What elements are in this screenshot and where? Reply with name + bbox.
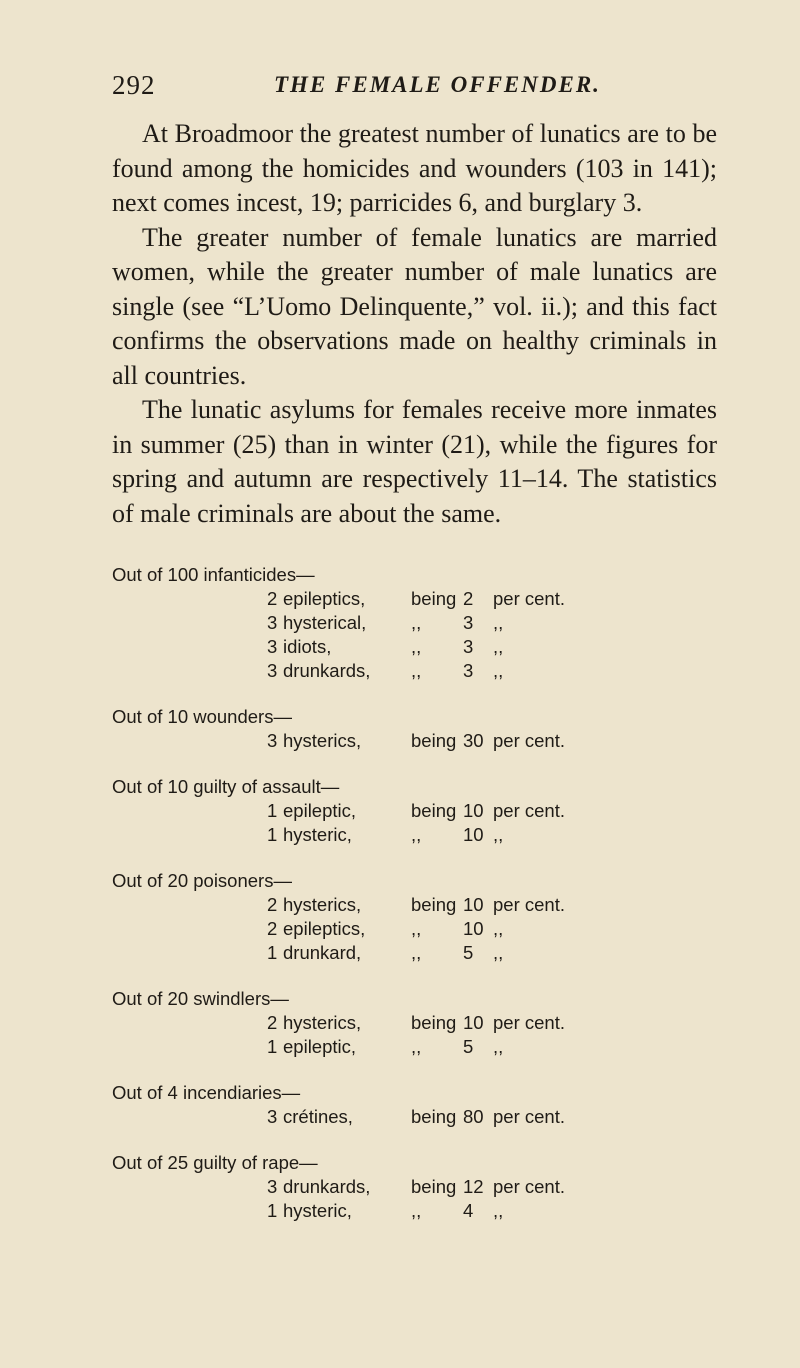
statistic-row [267, 1011, 712, 1035]
paragraph-broadmoor: At Broadmoor the greatest number of lunatics are to be found among the homicides and wounders (103 in 141); next comes incest, 19; parricides 6, and burglary 3. [112, 119, 717, 217]
row-label: idiots, [283, 636, 332, 657]
row-label: hysterics, [283, 730, 362, 751]
paragraph-asylums: The lunatic asylums for females receive more inmates in summer (25) than in winter (21), while the figures for spring and autumn are respectively 11–14. The statistics of male criminals are about the same. [112, 395, 717, 528]
row-unit: per cent. [493, 1106, 565, 1127]
statistic-row [267, 1105, 712, 1129]
row-percentage: 2 [463, 588, 474, 609]
row-being: being [411, 894, 457, 915]
row-being: being [411, 1012, 457, 1033]
row-label: crétines, [283, 1106, 353, 1127]
row-percentage: 12 [463, 1176, 484, 1197]
row-count: 2 [267, 588, 278, 609]
row-label: hysterics, [283, 894, 362, 915]
statistic-row [267, 635, 712, 659]
row-being: being [411, 588, 457, 609]
row-percentage: 3 [463, 636, 474, 657]
row-percentage: 3 [463, 660, 474, 681]
row-count: 3 [267, 612, 278, 633]
row-count: 3 [267, 730, 278, 751]
row-unit: per cent. [493, 1012, 565, 1033]
statistic-group [112, 1151, 712, 1223]
statistics-list [112, 563, 712, 1245]
statistic-row [267, 941, 712, 965]
row-count: 1 [267, 942, 278, 963]
statistic-group [112, 705, 712, 753]
group-heading: Out of 4 incendiaries— [112, 1082, 301, 1103]
row-count: 1 [267, 1200, 278, 1221]
row-count: 3 [267, 660, 278, 681]
row-percentage: 10 [463, 824, 484, 845]
row-count: 1 [267, 1036, 278, 1057]
row-unit: ,, [493, 660, 504, 681]
row-unit: ,, [493, 1200, 504, 1221]
row-being: ,, [411, 918, 422, 939]
row-count: 3 [267, 1106, 278, 1127]
statistic-row [267, 823, 712, 847]
row-label: drunkard, [283, 942, 362, 963]
row-label: hysterics, [283, 1012, 362, 1033]
row-label: drunkards, [283, 1176, 371, 1197]
statistic-group [112, 775, 712, 847]
row-label: hysterical, [283, 612, 367, 633]
row-count: 2 [267, 894, 278, 915]
row-unit: per cent. [493, 588, 565, 609]
row-count: 1 [267, 824, 278, 845]
row-being: ,, [411, 636, 422, 657]
statistic-group [112, 563, 712, 683]
row-unit: per cent. [493, 1176, 565, 1197]
group-heading: Out of 25 guilty of rape— [112, 1152, 318, 1173]
row-percentage: 10 [463, 894, 484, 915]
row-unit: per cent. [493, 730, 565, 751]
row-percentage: 3 [463, 612, 474, 633]
row-unit: ,, [493, 636, 504, 657]
row-label: epileptic, [283, 800, 357, 821]
row-unit: ,, [493, 918, 504, 939]
group-heading: Out of 10 wounders— [112, 706, 292, 727]
row-being: ,, [411, 612, 422, 633]
row-unit: ,, [493, 942, 504, 963]
row-being: ,, [411, 942, 422, 963]
row-count: 3 [267, 1176, 278, 1197]
statistic-row [267, 659, 712, 683]
row-unit: per cent. [493, 894, 565, 915]
row-count: 2 [267, 918, 278, 939]
row-being: ,, [411, 1200, 422, 1221]
row-percentage: 10 [463, 918, 484, 939]
row-being: being [411, 1106, 457, 1127]
statistic-group [112, 1081, 712, 1129]
group-heading: Out of 20 swindlers— [112, 988, 289, 1009]
row-count: 1 [267, 800, 278, 821]
row-unit: per cent. [493, 800, 565, 821]
body-text [112, 117, 717, 531]
statistic-row [267, 611, 712, 635]
statistic-group [112, 869, 712, 965]
group-rows [267, 799, 712, 847]
statistic-row [267, 917, 712, 941]
row-label: hysteric, [283, 1200, 352, 1221]
row-label: epileptic, [283, 1036, 357, 1057]
row-being: being [411, 1176, 457, 1197]
statistic-row [267, 1035, 712, 1059]
row-percentage: 10 [463, 1012, 484, 1033]
group-rows [267, 1105, 712, 1129]
statistic-row [267, 893, 712, 917]
row-unit: ,, [493, 612, 504, 633]
statistic-row [267, 587, 712, 611]
row-label: epileptics, [283, 918, 366, 939]
row-unit: ,, [493, 824, 504, 845]
row-percentage: 4 [463, 1200, 474, 1221]
row-unit: ,, [493, 1036, 504, 1057]
group-rows [267, 587, 712, 683]
page-number: 292 [112, 70, 156, 100]
group-rows [267, 729, 712, 753]
row-being: being [411, 730, 457, 751]
row-label: epileptics, [283, 588, 366, 609]
group-rows [267, 893, 712, 965]
group-heading: Out of 10 guilty of assault— [112, 776, 340, 797]
row-label: drunkards, [283, 660, 371, 681]
row-percentage: 5 [463, 1036, 474, 1057]
row-percentage: 80 [463, 1106, 484, 1127]
paragraph-married-women: The greater number of female lunatics are married women, while the greater number of male lunatics are single (see “L’Uomo Delinquente,” vol. ii.); and this fact confirms the observations made on healthy criminals in all countries. [112, 222, 717, 390]
statistic-row [267, 1175, 712, 1199]
running-title: THE FEMALE OFFENDER. [274, 72, 601, 97]
group-heading: Out of 20 poisoners— [112, 870, 292, 891]
row-percentage: 5 [463, 942, 474, 963]
row-being: ,, [411, 660, 422, 681]
running-head [112, 70, 712, 110]
group-rows [267, 1011, 712, 1059]
row-being: ,, [411, 824, 422, 845]
statistic-row [267, 1199, 712, 1223]
group-rows [267, 1175, 712, 1223]
row-count: 3 [267, 636, 278, 657]
statistic-group [112, 987, 712, 1059]
row-label: hysteric, [283, 824, 352, 845]
row-percentage: 10 [463, 800, 484, 821]
statistic-row [267, 729, 712, 753]
group-heading: Out of 100 infanticides— [112, 564, 315, 585]
statistic-row [267, 799, 712, 823]
row-being: being [411, 800, 457, 821]
row-count: 2 [267, 1012, 278, 1033]
row-being: ,, [411, 1036, 422, 1057]
row-percentage: 30 [463, 730, 484, 751]
